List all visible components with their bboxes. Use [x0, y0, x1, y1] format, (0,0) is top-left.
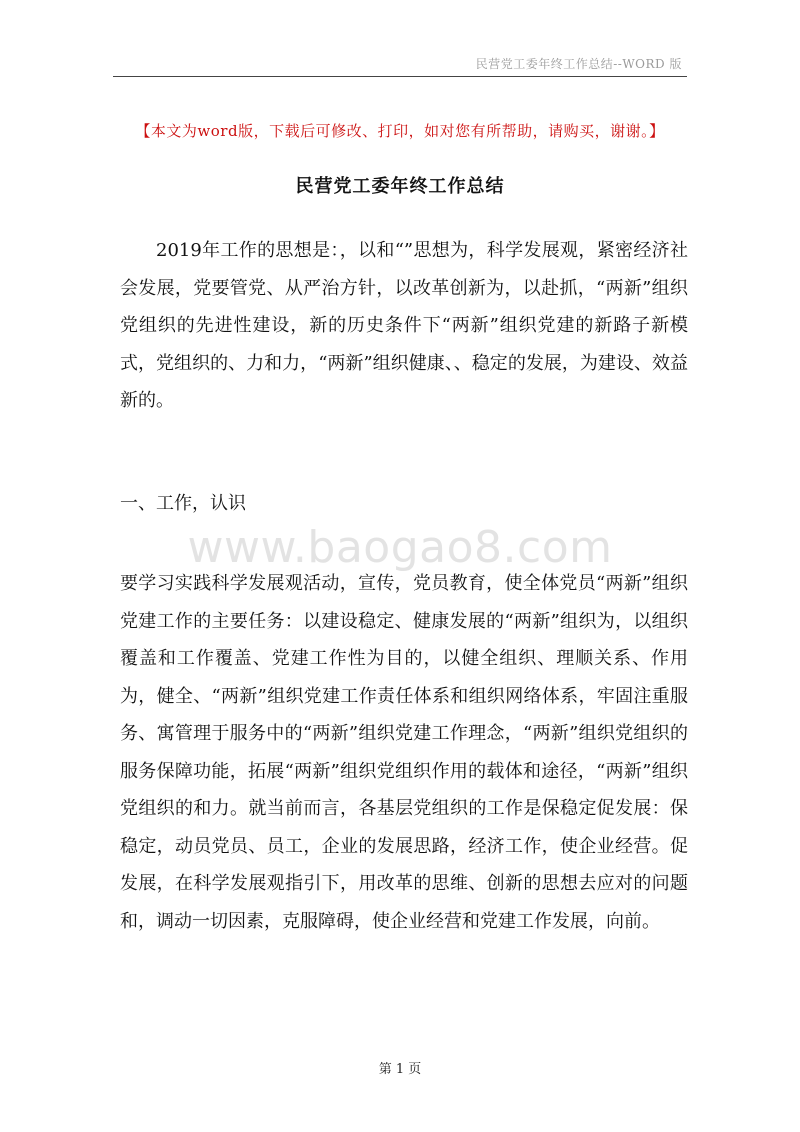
- header-divider: [113, 76, 687, 77]
- watermark: www.baogao8.com: [187, 522, 613, 573]
- body-paragraph: 要学习实践科学发展观活动，宣传，党员教育，使全体党员“两新”组织党建工作的主要任务：以建设稳定、健康发展的“两新”组织为，以组织覆盖和工作覆盖、党建工作性为目的，以健全组织、理顺关系、作用为，健全、“两新”组织党建工作责任体系和组织网络体系，牢固注重服务、寓管理于服务中的“两新”组织党建工作理念，“两新”组织党组织的服务保障功能，拓展“两新”组织党组织作用的载体和途径，“两新”组织党组织的和力。就当前而言，各基层党组织的工作是保稳定促发展：保稳定，动员党员、员工，企业的发展思路，经济工作，使企业经营。促发展，在科学发展观指引下，用改革的思维、创新的思想去应对的问题和，调动一切因素，克服障碍，使企业经营和党建工作发展，向前。: [120, 573, 688, 932]
- page-number: 第 1 页: [378, 1062, 422, 1077]
- intro-paragraph: 2019年工作的思想是：，以和“”思想为，科学发展观，紧密经济社会发展，党要管党、从严治方针，以改革创新为，以赴抓，“两新”组织党组织的先进性建设，新的历史条件下“两新”组织党建的新路子新模式，党组织的、力和力，“两新”组织健康、、稳定的发展，为建设、效益新的。: [120, 240, 688, 411]
- running-header: 民营党工委年终工作总结--WORD 版: [475, 57, 682, 71]
- purchase-notice: 【本文为word版，下载后可修改、打印，如对您有所帮助，请购买，谢谢。】: [135, 122, 665, 140]
- section-heading: 一、工作，认识: [120, 493, 246, 514]
- document-title: 民营党工委年终工作总结: [295, 176, 505, 197]
